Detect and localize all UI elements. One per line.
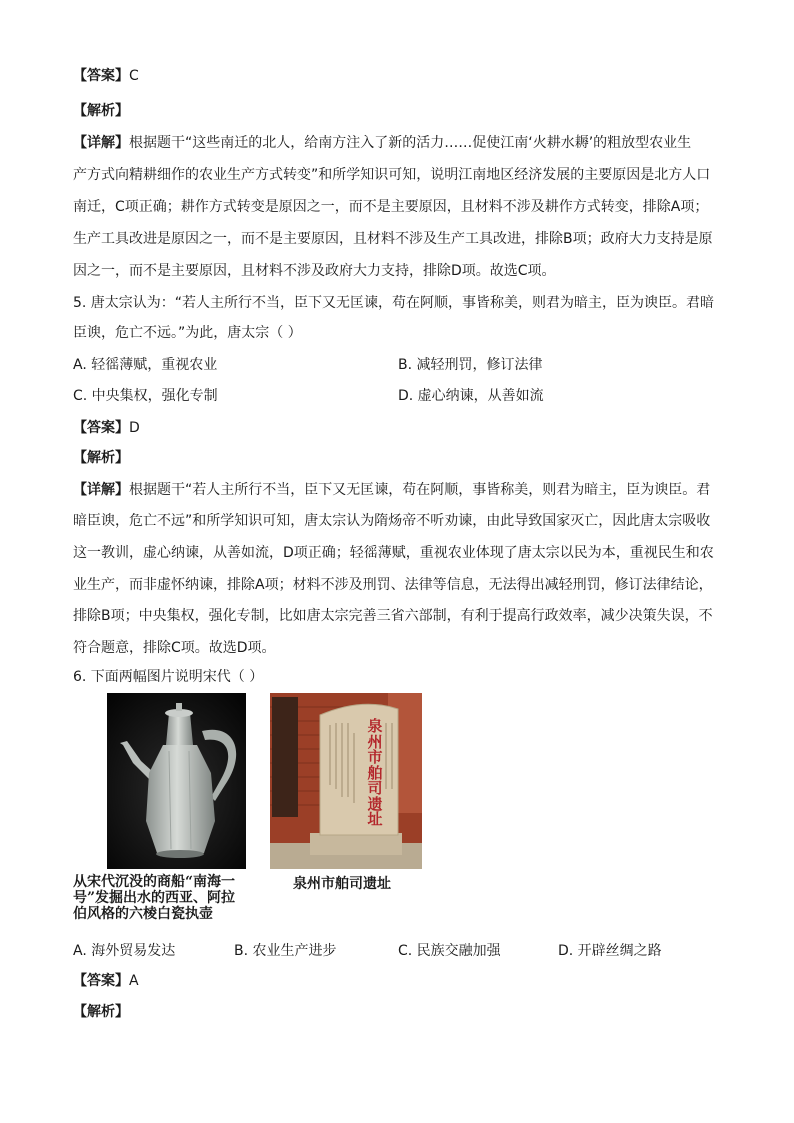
answer-value: A — [129, 973, 139, 989]
detail-line — [73, 480, 710, 500]
option-a: A. 海外贸易发达 — [73, 943, 176, 959]
detail-line: 这一教训，虚心纳谏，从善如流，D项正确；轻徭薄赋，重视农业体现了唐太宗以民为本，重视民生和农 — [73, 545, 714, 561]
detail-line: 业生产，而非虚怀纳谏，排除A项；材料不涉及刑罚、法律等信息，无法得出减轻刑罚，修订法律结论， — [73, 577, 713, 593]
stele-char: 址 — [367, 810, 383, 828]
ewer-caption-line: 号”发掘出水的西亚、阿拉 — [73, 890, 236, 906]
answer-line-q5 — [73, 418, 140, 438]
detail-line — [73, 133, 691, 153]
option-c: C. 民族交融加强 — [398, 943, 501, 959]
analysis-tag: 【解析】 — [73, 1004, 129, 1020]
answer-line-q4 — [73, 66, 139, 86]
question-6-stem: 6. 下面两幅图片说明宋代（ ） — [73, 669, 264, 685]
detail-line: 生产工具改进是原因之一，而不是主要原因，且材料不涉及生产工具改进，排除B项；政府大力支持是原 — [73, 231, 713, 247]
option-d: D. 虚心纳谏，从善如流 — [398, 388, 544, 404]
stele-title — [366, 719, 384, 828]
detail-line: 因之一，而不是主要原因，且材料不涉及政府大力支持，排除D项。故选C项。 — [73, 263, 556, 279]
answer-value: C — [129, 68, 139, 84]
stele-image — [270, 693, 422, 869]
detail-line: 排除B项；中央集权，强化专制，比如唐太宗完善三省六部制，有利于提高行政效率，减少决策失误，不 — [73, 608, 713, 624]
ewer-caption-line: 伯风格的六棱白瓷执壶 — [73, 906, 213, 922]
option-c: C. 中央集权，强化专制 — [73, 388, 218, 404]
stele-caption: 泉州市舶司遗址 — [293, 876, 391, 892]
stele-char: 泉 — [367, 717, 383, 735]
detail-line: 产方式向精耕细作的农业生产方式转变”和所学知识可知，说明江南地区经济发展的主要原因是北方人口 — [73, 167, 711, 183]
detail-line: 南迁，C项正确；耕作方式转变是原因之一，而不是主要原因，且材料不涉及耕作方式转变，排除A项； — [73, 199, 709, 215]
detail-text: 根据题干“若人主所行不当，臣下又无匡谏，苟在阿顺，事皆称美，则君为暗主，臣为谀臣。君 — [129, 482, 711, 498]
porcelain-ewer-illustration — [107, 693, 246, 869]
ewer-caption-line: 从宋代沉没的商船“南海一 — [73, 874, 236, 890]
detail-line: 符合题意，排除C项。故选D项。 — [73, 640, 276, 656]
analysis-tag: 【解析】 — [73, 103, 129, 119]
answer-value: D — [129, 420, 140, 436]
option-a: A. 轻徭薄赋，重视农业 — [73, 357, 218, 373]
question-5-stem-cont: 臣谀，危亡不远。”为此，唐太宗（ ） — [73, 325, 302, 341]
analysis-tag: 【解析】 — [73, 450, 129, 466]
question-5-stem: 5. 唐太宗认为：“若人主所行不当，臣下又无匡谏，苟在阿顺，事皆称美，则君为暗主，臣为谀臣。君暗 — [73, 295, 715, 311]
stele-illustration — [270, 693, 422, 869]
answer-tag: 【答案】 — [73, 973, 129, 989]
detail-line: 暗臣谀，危亡不远”和所学知识可知，唐太宗认为隋炀帝不听劝谏，由此导致国家灭亡，因此唐太宗吸收 — [73, 513, 711, 529]
answer-tag: 【答案】 — [73, 420, 129, 436]
stele-char: 舶 — [367, 763, 383, 782]
option-d: D. 开辟丝绸之路 — [558, 943, 662, 959]
detail-text: 根据题干“这些南迁的北人，给南方注入了新的活力……促使江南‘火耕水耨’的粗放型农业生 — [129, 135, 692, 151]
stele-char: 市 — [367, 748, 383, 766]
answer-line-q6 — [73, 971, 139, 991]
answer-tag: 【答案】 — [73, 68, 129, 84]
stele-char: 州 — [367, 732, 383, 751]
stele-char: 遗 — [367, 794, 383, 813]
detail-tag: 【详解】 — [73, 135, 129, 151]
option-b: B. 减轻刑罚，修订法律 — [398, 357, 543, 373]
detail-tag: 【详解】 — [73, 482, 129, 498]
porcelain-ewer-image — [107, 693, 246, 869]
stele-char: 司 — [367, 779, 383, 797]
option-b: B. 农业生产进步 — [234, 943, 337, 959]
